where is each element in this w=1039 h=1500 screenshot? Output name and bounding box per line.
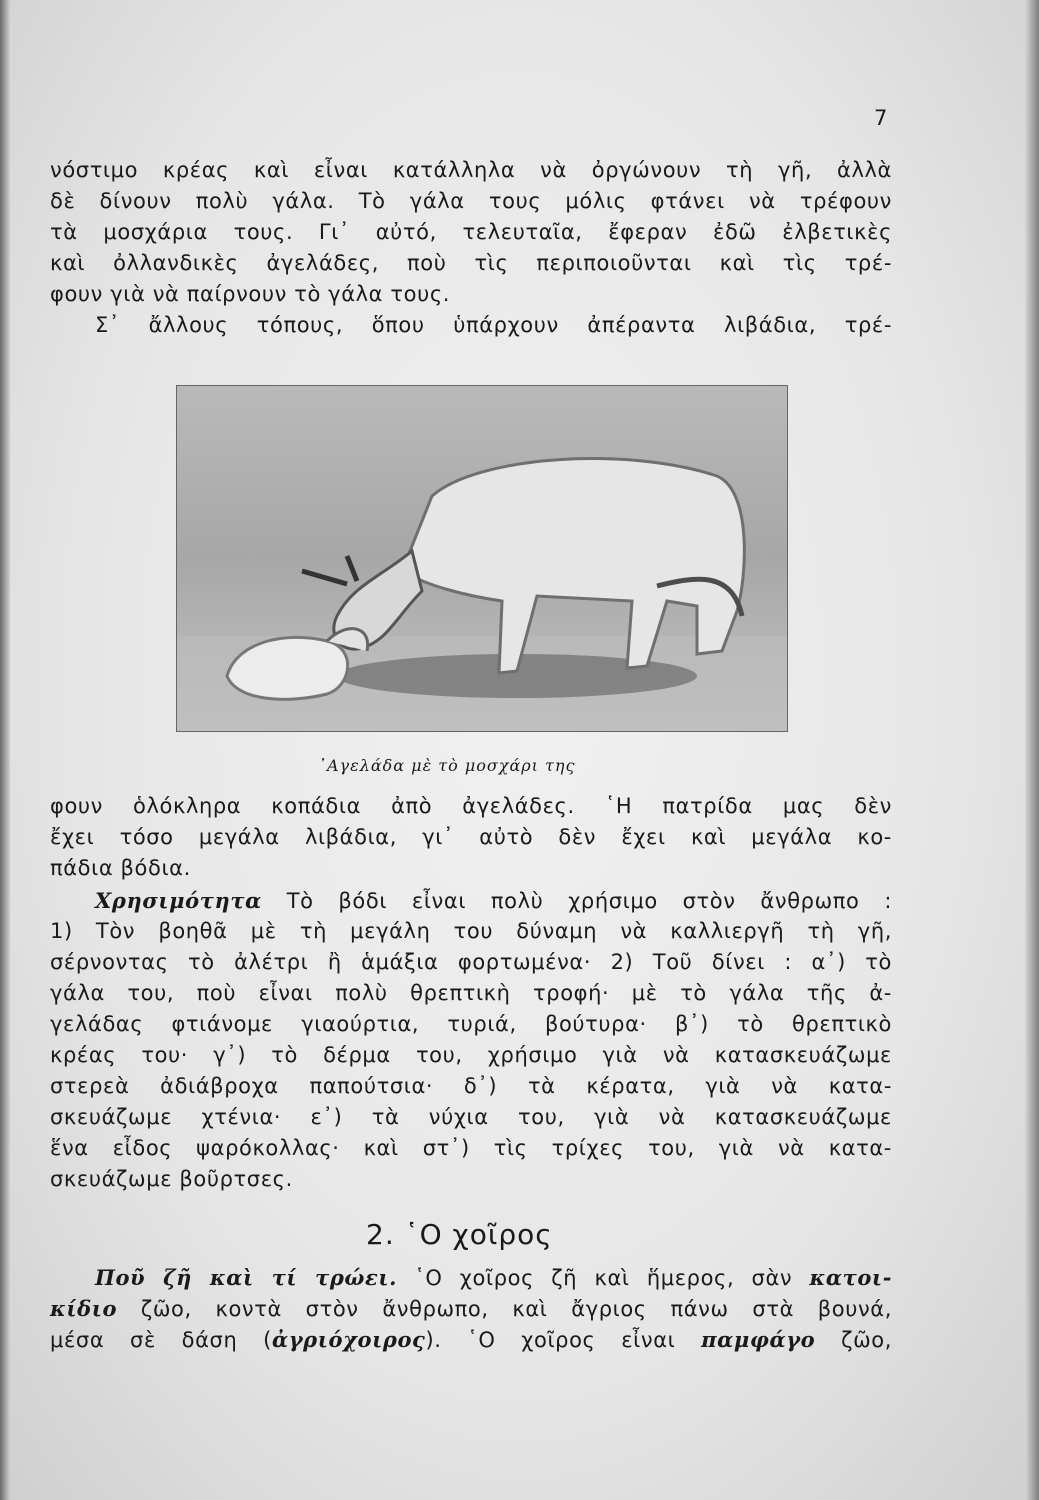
- text-span: ). ῾Ο χοῖρος εἶναι: [425, 1328, 676, 1352]
- text-span: ζῶο,: [841, 1328, 893, 1352]
- text-line: [50, 1324, 892, 1355]
- emphasis-span: κίδιο: [50, 1296, 118, 1321]
- text-line: σκευάζωμε χτένια· ε᾿) τὰ νύχια του, γιὰ νὰ κατασκευάζωμε: [50, 1105, 892, 1129]
- emphasis-span: κατοι-: [809, 1265, 893, 1290]
- text-line: στερεὰ ἀδιάβροχα παπούτσια· δ᾿) τὰ κέρατα, γιὰ νὰ κατα-: [50, 1074, 892, 1098]
- text-line: [50, 885, 892, 916]
- text-line: γελάδας φτιάνομε γιαούρτια, τυριά, βούτυρα· β᾿) τὸ θρεπτικὸ: [50, 1012, 892, 1036]
- text-line: [50, 1293, 892, 1324]
- usefulness-intro: Τὸ βόδι εἶναι πολὺ χρήσιμο στὸν ἄνθρωπο :: [286, 889, 892, 913]
- cow-illustration: [177, 386, 787, 731]
- text-line: δὲ δίνουν πολὺ γάλα. Τὸ γάλα τους μόλις φτάνει νὰ τρέφουν: [50, 189, 892, 213]
- text-line: τὰ μοσχάρια τους. Γι᾿ αὐτό, τελευταῖα, ἔφεραν ἐδῶ ἐλβετικὲς: [50, 220, 892, 244]
- page-number: 7: [874, 106, 888, 130]
- paragraph-herds: [50, 791, 892, 884]
- text-line: κρέας του· γ᾿) τὸ δέρμα του, χρήσιμο γιὰ νὰ κατασκευάζωμε: [50, 1043, 892, 1067]
- text-line: Σ᾿ ἄλλους τόπους, ὅπου ὑπάρχουν ἀπέραντα λιβάδια, τρέ-: [95, 313, 892, 337]
- text-line: 1) Τὸν βοηθᾶ μὲ τὴ μεγάλη του δύναμη νὰ καλλιεργῆ τὴ γῆ,: [50, 919, 892, 943]
- text-line: [50, 1262, 892, 1293]
- text-line: γάλα του, ποὺ εἶναι πολὺ θρεπτικὴ τροφή· μὲ τὸ γάλα τῆς ἀ-: [50, 981, 892, 1005]
- section-heading: 2. ῾Ο χοῖρος: [366, 1218, 553, 1251]
- emphasis-span: παμφάγο: [701, 1327, 816, 1352]
- page-edge-left: [0, 0, 10, 1500]
- cow-photo: [176, 385, 788, 732]
- usefulness-heading: Χρησιμότητα: [95, 888, 262, 913]
- text-span: ζῶο, κοντὰ στὸν ἄνθρωπο, καὶ ἄγριος πάνω στὰ βουνά,: [140, 1297, 892, 1321]
- text-line: σκευάζωμε βοῦρτσες.: [50, 1167, 293, 1191]
- text-line: πάδια βόδια.: [50, 856, 191, 880]
- pig-heading: Ποῦ ζῆ καὶ τί τρώει.: [95, 1265, 398, 1290]
- figure-caption: ᾿Αγελάδα μὲ τὸ μοσχάρι της: [318, 756, 576, 775]
- paragraph-usefulness: [50, 885, 892, 1195]
- text-span: ῾Ο χοῖρος ζῆ καὶ ἥμερος, σὰν: [414, 1266, 793, 1290]
- paragraph-pig: [50, 1262, 892, 1355]
- text-line: ἔχει τόσο μεγάλα λιβάδια, γι᾿ αὐτὸ δὲν ἔχει καὶ μεγάλα κο-: [50, 825, 892, 849]
- text-line: νόστιμο κρέας καὶ εἶναι κατάλληλα νὰ ὀργώνουν τὴ γῆ, ἀλλὰ: [50, 158, 892, 182]
- text-line: φουν γιὰ νὰ παίρνουν τὸ γάλα τους.: [50, 282, 451, 306]
- text-line: σέρνοντας τὸ ἀλέτρι ἢ ἁμάξια φορτωμένα· 2) Τοῦ δίνει : α᾿) τὸ: [50, 950, 892, 974]
- page-edge-right: [1025, 0, 1039, 1500]
- text-line: ἕνα εἶδος ψαρόκολλας· καὶ στ᾿) τὶς τρίχες του, γιὰ νὰ κατα-: [50, 1136, 892, 1160]
- emphasis-span: ἀγριόχοιρος: [271, 1327, 426, 1352]
- text-line: φουν ὁλόκληρα κοπάδια ἀπὸ ἀγελάδες. ῾Η πατρίδα μας δὲν: [50, 794, 892, 818]
- text-line: καὶ ὀλλανδικὲς ἀγελάδες, ποὺ τὶς περιποιοῦνται καὶ τὶς τρέ-: [50, 251, 892, 275]
- text-span: μέσα σὲ δάση (: [50, 1328, 272, 1352]
- paragraph-cattle-milk: [50, 155, 892, 341]
